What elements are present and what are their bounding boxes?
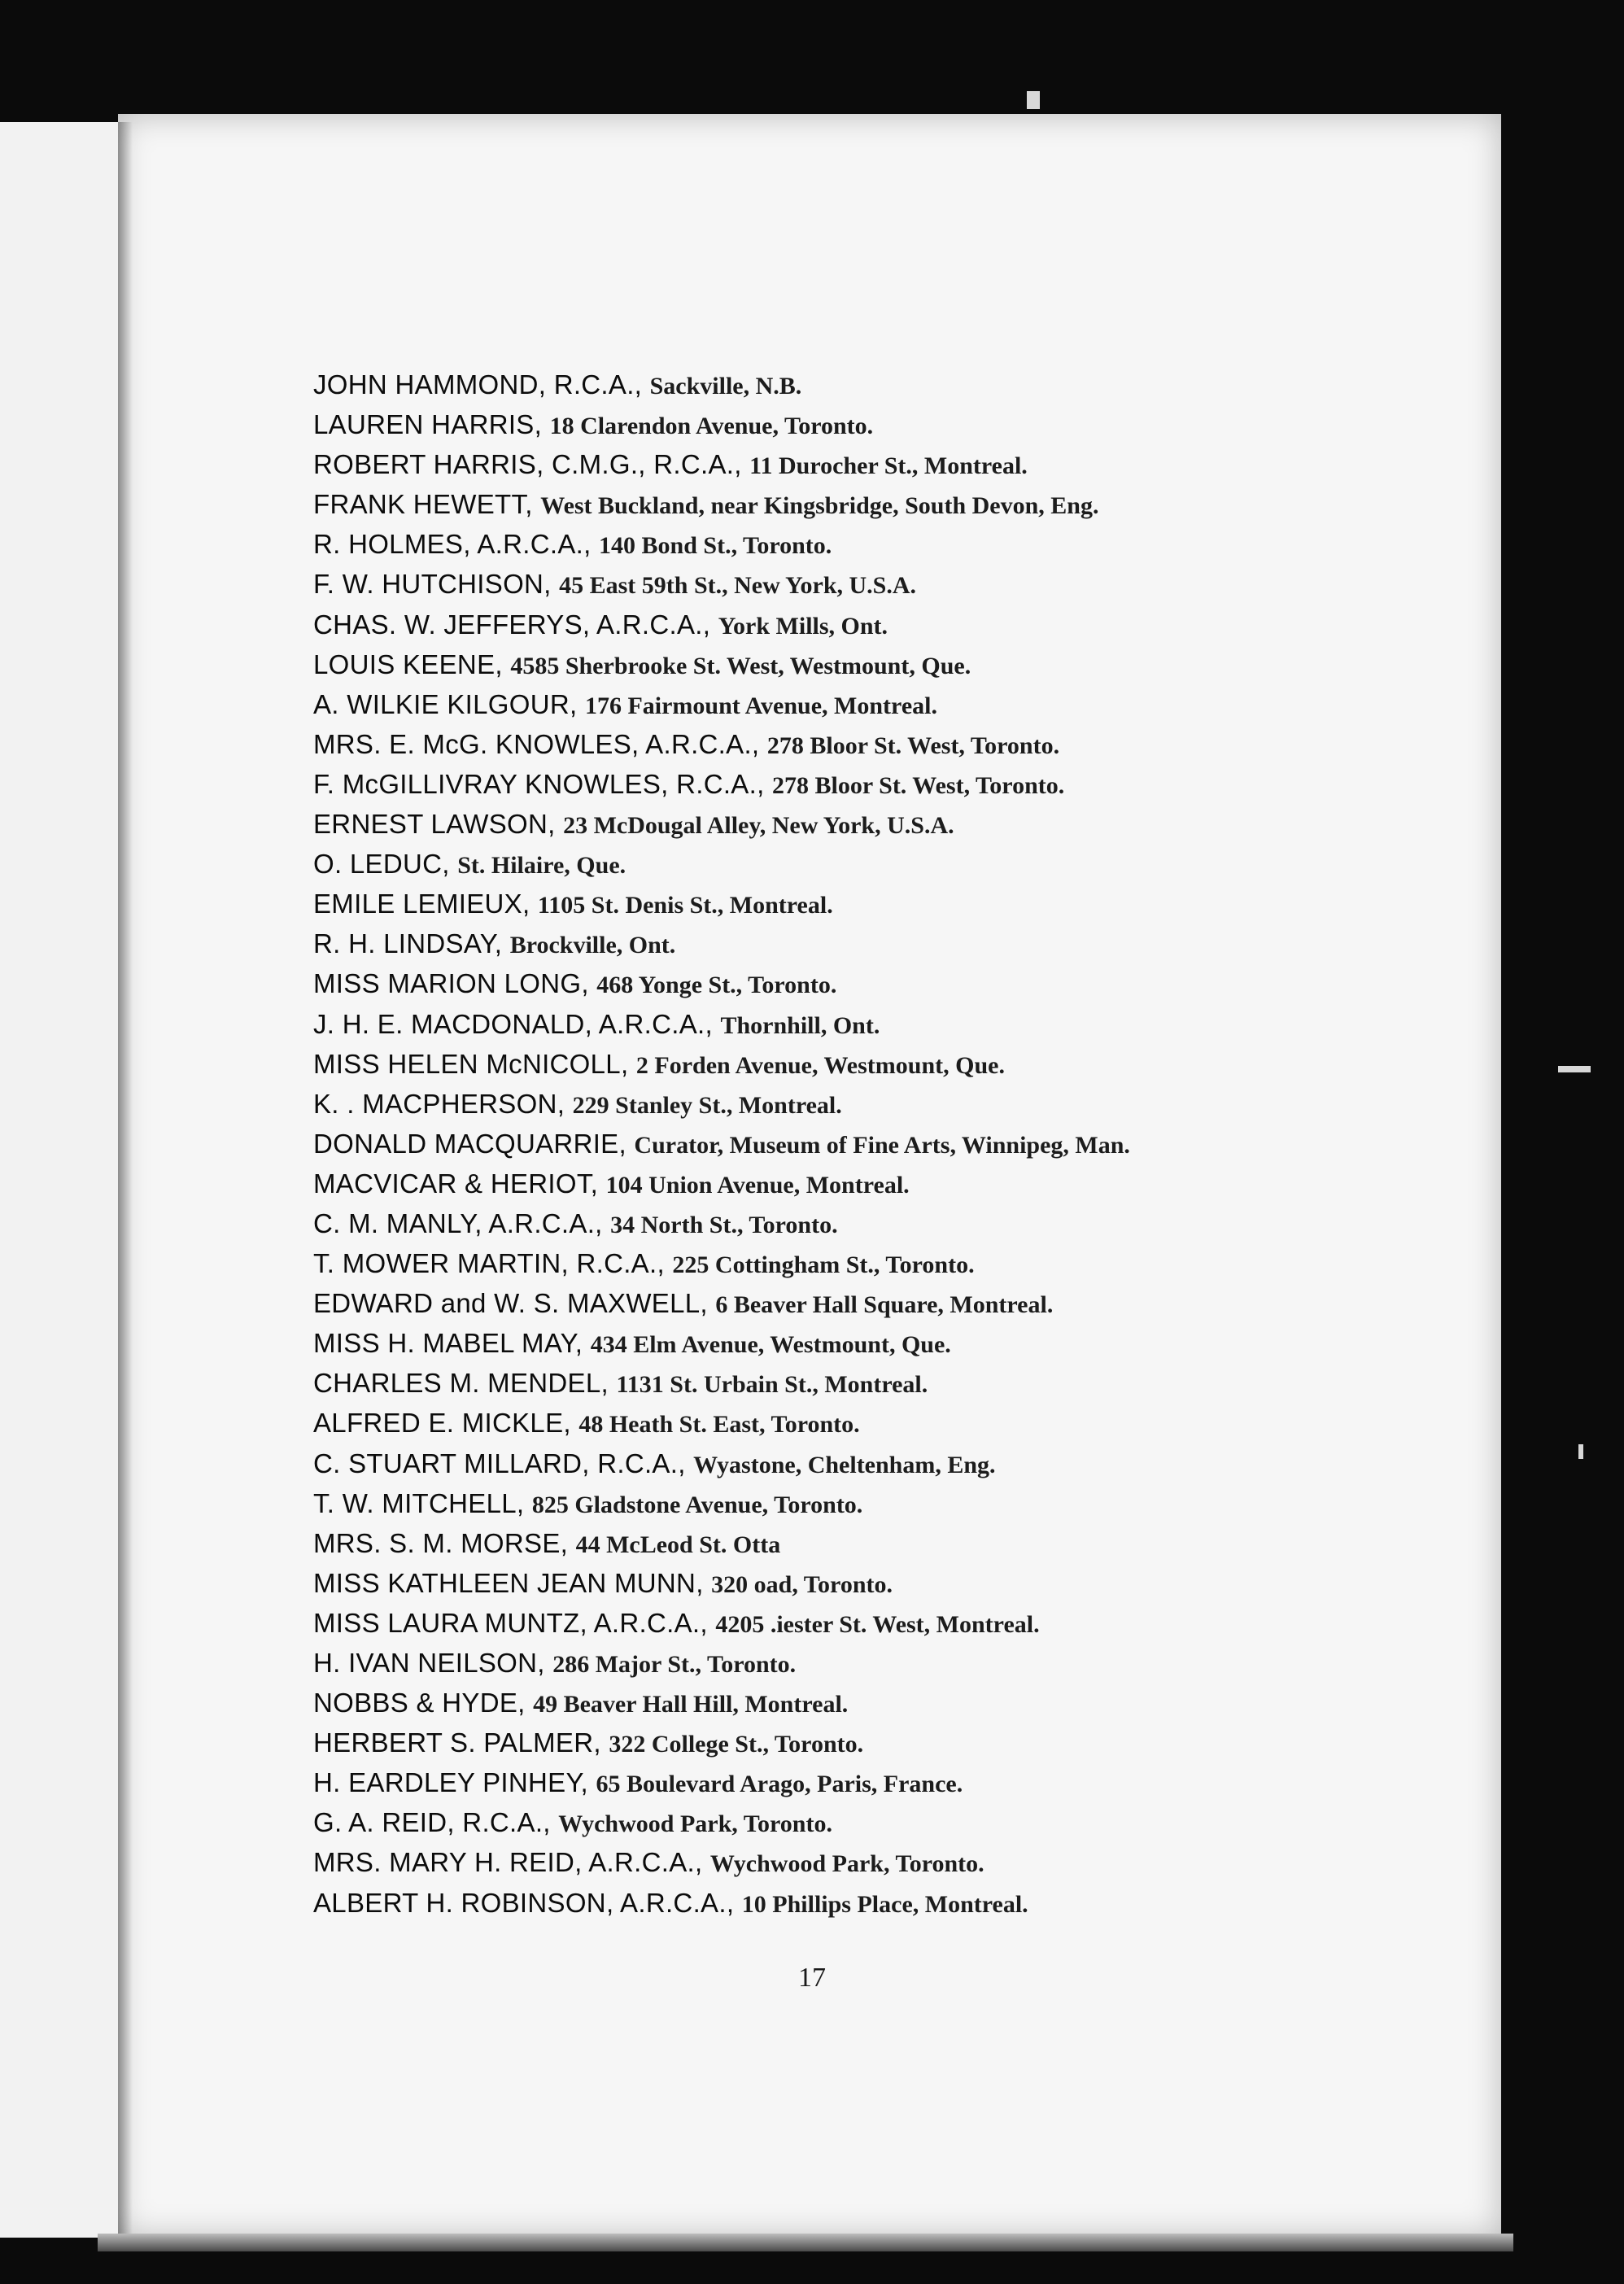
directory-entry [313,1164,1493,1203]
entry-address: 6 Beaver Hall Square, Montreal. [715,1291,1054,1319]
entry-address: 825 Gladstone Avenue, Toronto. [531,1491,863,1518]
entry-address: 140 Bond St., Toronto. [599,532,832,560]
entry-address: Thornhill, Ont. [720,1011,880,1039]
entry-name: HERBERT S. PALMER, [313,1727,609,1758]
directory-entry [313,1603,1493,1643]
entry-name: ERNEST LAWSON, [313,809,564,840]
entry-name: C. M. MANLY, A.R.C.A., [313,1208,611,1238]
entry-address: Wychwood Park, Toronto. [709,1850,984,1878]
directory-entry [313,1044,1493,1084]
book-bottom-edge [98,2234,1513,2251]
entry-address: Brockville, Ont. [509,932,676,959]
entry-name: ALFRED E. MICKLE, [313,1408,579,1439]
entry-name: DONALD MACQUARRIE, [313,1128,635,1159]
entry-name: EDWARD and W. S. MAXWELL, [313,1288,716,1319]
entry-name: C. STUART MILLARD, R.C.A., [313,1448,694,1478]
directory-entry [313,1403,1493,1443]
entry-address: 434 Elm Avenue, Westmount, Que. [590,1331,951,1359]
entry-name: MRS. MARY H. REID, A.R.C.A., [313,1847,710,1878]
entry-address: 48 Heath St. East, Toronto. [578,1411,860,1439]
entry-address: 4585 Sherbrooke St. West, Westmount, Que. [510,652,971,679]
entry-address: 320 oad, Toronto. [711,1570,893,1598]
directory-entry [313,1683,1493,1723]
scan-mark [1558,1066,1591,1072]
entry-name: H. EARDLEY PINHEY, [313,1767,596,1798]
entry-name: ALBERT H. ROBINSON, A.R.C.A., [313,1887,742,1918]
entry-name: MRS. E. McG. KNOWLES, A.R.C.A., [313,728,767,759]
entry-name: H. IVAN NEILSON, [313,1648,553,1678]
directory-entry [313,1802,1493,1842]
directory-entry [313,924,1493,963]
entry-address: 18 Clarendon Avenue, Toronto. [549,413,874,440]
entry-address: 1105 St. Denis St., Montreal. [537,892,833,919]
entry-name: R. HOLMES, A.R.C.A., [313,529,600,560]
directory-entry [313,1363,1493,1403]
entry-address: Sackville, N.B. [649,373,802,400]
entry-address: 229 Stanley St., Montreal. [572,1091,842,1119]
entry-name: A. WILKIE KILGOUR, [313,688,585,719]
entry-address: 44 McLeod St. Otta [575,1531,781,1558]
directory-entry [313,524,1493,564]
directory-entry [313,684,1493,724]
entry-address: West Buckland, near Kingsbridge, South Devon, Eng. [540,492,1099,520]
entry-address: 49 Beaver Hall Hill, Montreal. [533,1691,849,1718]
entry-name: EMILE LEMIEUX, [313,889,538,919]
entry-name: FRANK HEWETT, [313,489,541,520]
entry-address: Wychwood Park, Toronto. [558,1810,832,1838]
directory-entry [313,644,1493,684]
entry-name: JOHN HAMMOND, R.C.A., [313,369,650,400]
entry-address: St. Hilaire, Que. [457,852,626,880]
entry-address: 225 Cottingham St., Toronto. [672,1251,975,1279]
entry-address: 1131 St. Urbain St., Montreal. [616,1371,928,1399]
entry-address: 2 Forden Avenue, Westmount, Que. [635,1051,1005,1079]
entry-name: ROBERT HARRIS, C.M.G., R.C.A., [313,449,750,480]
directory-entry [313,963,1493,1003]
entry-name: T. W. MITCHELL, [313,1487,532,1518]
entry-name: LOUIS KEENE, [313,649,511,679]
entry-address: Wyastone, Cheltenham, Eng. [693,1451,996,1478]
entry-name: MISS KATHLEEN JEAN MUNN, [313,1567,712,1598]
entry-name: F. McGILLIVRAY KNOWLES, R.C.A., [313,768,773,799]
entry-name: CHARLES M. MENDEL, [313,1368,617,1399]
entry-address: 10 Phillips Place, Montreal. [741,1890,1028,1918]
directory-entry [313,404,1493,444]
directory-entry [313,1523,1493,1563]
entry-name: J. H. E. MACDONALD, A.R.C.A., [313,1008,721,1039]
directory-entry [313,1004,1493,1044]
directory-entry [313,1842,1493,1882]
entry-name: MISS HELEN McNICOLL, [313,1048,636,1079]
directory-entry [313,804,1493,844]
scan-mark [1578,1444,1583,1459]
previous-page-edge [0,122,124,2238]
directory-entry [313,444,1493,484]
entry-address: 23 McDougal Alley, New York, U.S.A. [563,812,954,840]
directory-entry [313,564,1493,604]
directory-entry [313,1762,1493,1802]
entry-name: T. MOWER MARTIN, R.C.A., [313,1248,673,1279]
directory-entry [313,1723,1493,1762]
directory-entry [313,1283,1493,1323]
entry-address: 104 Union Avenue, Montreal. [605,1171,910,1199]
scan-mark [1027,91,1040,109]
directory-entry [313,844,1493,884]
directory-entry [313,605,1493,644]
directory-entry [313,1563,1493,1603]
entry-address: 11 Durocher St., Montreal. [749,452,1028,480]
entry-name: K. . MACPHERSON, [313,1088,573,1119]
entry-address: 4205 .iester St. West, Montreal. [715,1610,1040,1638]
entry-name: G. A. REID, R.C.A., [313,1807,559,1838]
entry-address: 34 North St., Toronto. [610,1211,838,1238]
directory-entry [313,1084,1493,1124]
entry-address: 65 Boulevard Arago, Paris, France. [596,1771,963,1798]
entry-address: 278 Bloor St. West, Toronto. [766,731,1060,759]
entry-address: 286 Major St., Toronto. [552,1651,797,1678]
entry-name: NOBBS & HYDE, [313,1688,534,1718]
directory-entry [313,1883,1493,1923]
directory-entry [313,724,1493,764]
directory-entry [313,1323,1493,1363]
entry-name: O. LEDUC, [313,849,458,880]
directory-entry [313,484,1493,524]
entry-address: 176 Fairmount Avenue, Montreal. [584,692,937,719]
directory-entry [313,1243,1493,1283]
directory-entry [313,1643,1493,1683]
entry-name: CHAS. W. JEFFERYS, A.R.C.A., [313,609,718,640]
directory-entry [313,1203,1493,1243]
entry-address: 468 Yonge St., Toronto. [596,972,837,999]
spine-shadow [118,122,133,2238]
entry-address: 45 East 59th St., New York, U.S.A. [559,572,917,600]
directory-entry [313,1483,1493,1523]
page-number: 17 [798,1963,826,1993]
directory-entry [313,365,1493,404]
entry-name: MACVICAR & HERIOT, [313,1168,606,1199]
directory-entry [313,884,1493,924]
entry-address: Curator, Museum of Fine Arts, Winnipeg, Man. [634,1131,1130,1159]
entry-address: York Mills, Ont. [718,612,888,640]
member-directory-list [313,365,1493,1923]
entry-name: R. H. LINDSAY, [313,928,510,959]
entry-name: MISS H. MABEL MAY, [313,1328,591,1359]
entry-address: 278 Bloor St. West, Toronto. [772,771,1065,799]
entry-address: 322 College St., Toronto. [609,1731,864,1758]
entry-name: LAUREN HARRIS, [313,409,550,440]
entry-name: MRS. S. M. MORSE, [313,1527,576,1558]
entry-name: F. W. HUTCHISON, [313,569,560,600]
directory-entry [313,1124,1493,1164]
directory-entry [313,1443,1493,1483]
entry-name: MISS LAURA MUNTZ, A.R.C.A., [313,1607,716,1638]
directory-entry [313,764,1493,804]
entry-name: MISS MARION LONG, [313,968,597,999]
